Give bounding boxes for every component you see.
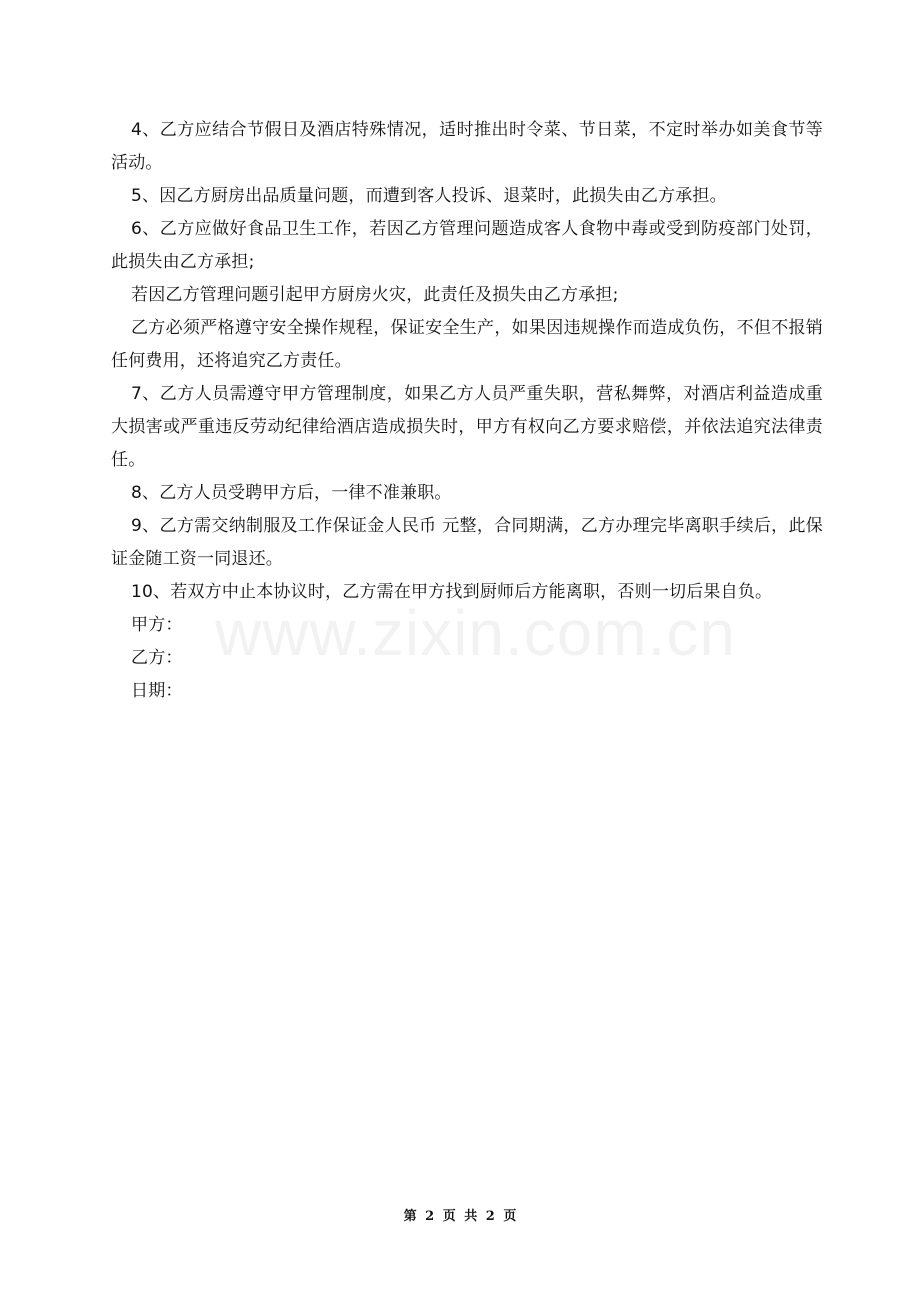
document-body — [111, 114, 823, 708]
clause-7: 7、乙方人员需遵守甲方管理制度，如果乙方人员严重失职，营私舞弊，对酒店利益造成重大损害或严重违反劳动纪律给酒店造成损失时，甲方有权向乙方要求赔偿，并依法追究法律责任。 — [111, 384, 823, 470]
clause-10: 10、若双方中止本协议时，乙方需在甲方找到厨师后方能离职，否则一切后果自负。 — [131, 582, 773, 602]
signature-party-b: 乙方： — [131, 648, 183, 668]
signature-date: 日期： — [131, 681, 183, 701]
clause-9: 9、乙方需交纳制服及工作保证金人民币 元整，合同期满，乙方办理完毕离职手续后，此保证金随工资一同退还。 — [111, 516, 823, 569]
watermark: www.zixin.com.cn — [215, 597, 736, 669]
clause-5: 5、因乙方厨房出品质量问题，而遭到客人投诉、退菜时，此损失由乙方承担。 — [131, 186, 727, 206]
signature-party-a: 甲方： — [131, 615, 183, 635]
clause-6: 6、乙方应做好食品卫生工作，若因乙方管理问题造成客人食物中毒或受到防疫部门处罚，此损失由乙方承担; — [111, 219, 823, 272]
clause-4: 4、乙方应结合节假日及酒店特殊情况，适时推出时令菜、节日菜，不定时举办如美食节等活动。 — [111, 120, 823, 173]
page-number-footer: 第 2 页 共 2 页 — [403, 1209, 517, 1224]
clause-6-fire: 若因乙方管理问题引起甲方厨房火灾，此责任及损失由乙方承担; — [131, 285, 619, 305]
clause-6-safety: 乙方必须严格遵守安全操作规程，保证安全生产，如果因违规操作而造成负伤，不但不报销任何费用，还将追究乙方责任。 — [111, 318, 823, 371]
clause-8: 8、乙方人员受聘甲方后，一律不准兼职。 — [131, 483, 452, 503]
